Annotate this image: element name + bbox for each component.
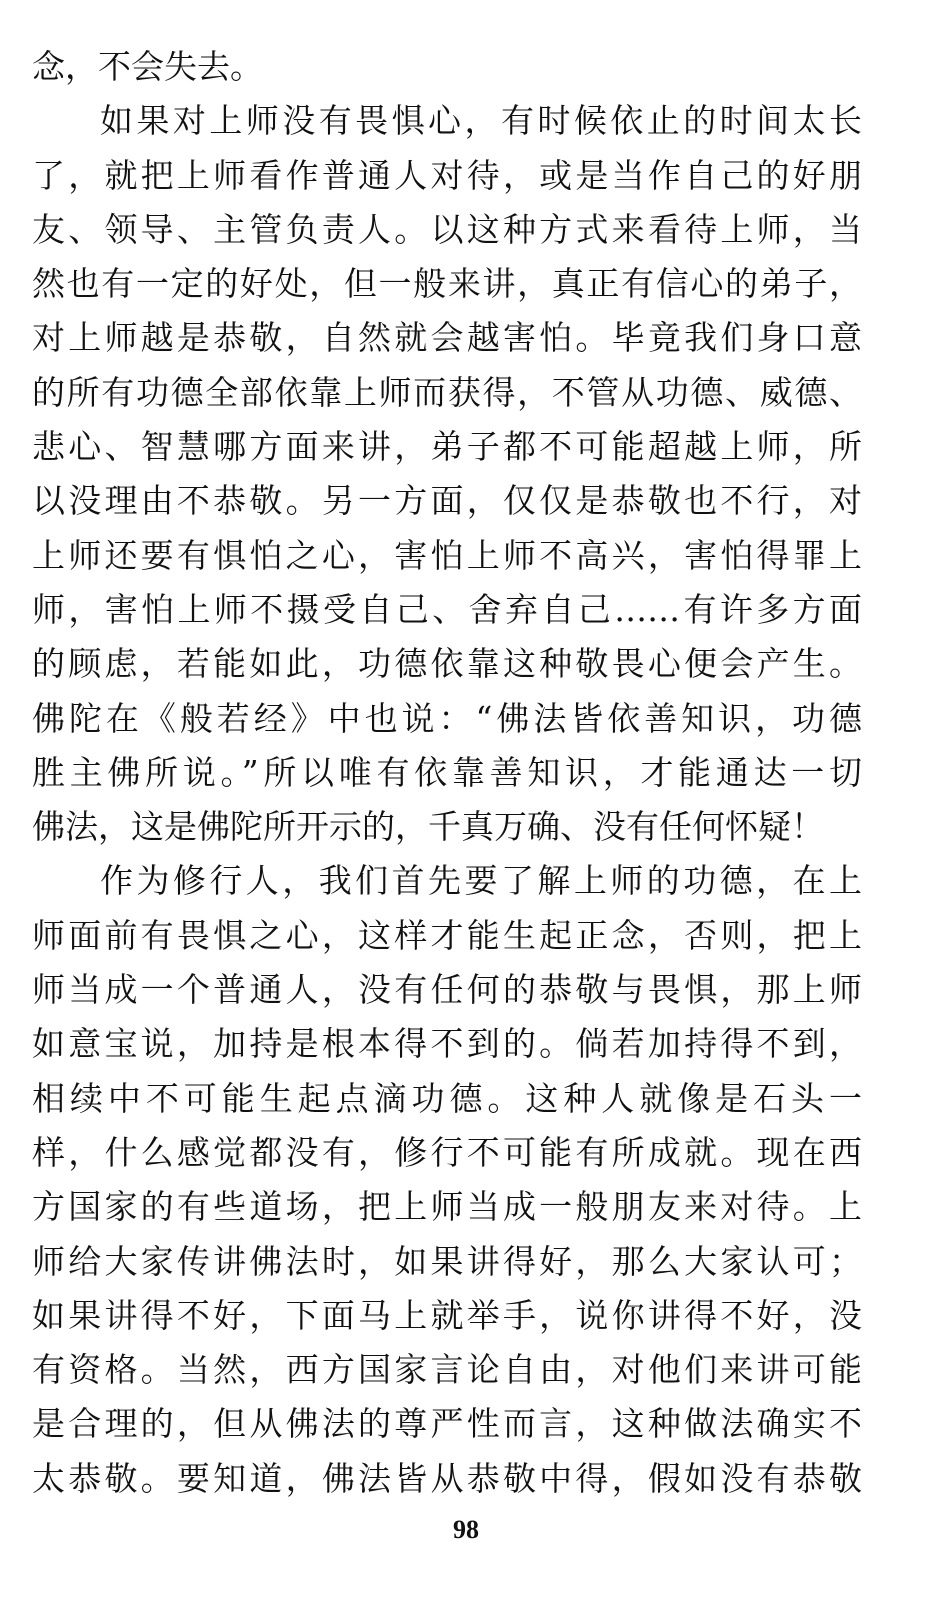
paragraph-start-line: 如果对上师没有畏惧心，有时候依止的时间太长 [100,101,862,141]
text-line: 上师还要有惧怕之心，害怕上师不高兴，害怕得罪上 [32,535,862,575]
page-number: 98 [453,1515,479,1544]
body-text [32,40,862,1506]
text-line: 如意宝说，加持是根本得不到的。倘若加持得不到， [32,1024,862,1064]
text-line: 了，就把上师看作普通人对待，或是当作自己的好朋 [32,155,862,195]
text-line: 佛陀在《般若经》中也说：“佛法皆依善知识，功德 [32,698,862,738]
text-line: 是合理的，但从佛法的尊严性而言，这种做法确实不 [32,1404,862,1444]
text-line: 太恭敬。要知道，佛法皆从恭敬中得，假如没有恭敬 [32,1458,862,1498]
text-line: 对上师越是恭敬，自然就会越害怕。毕竟我们身口意 [32,318,862,358]
text-line: 然也有一定的好处，但一般来讲，真正有信心的弟子， [32,264,862,304]
text-line: 师面前有畏惧之心，这样才能生起正念，否则，把上 [32,915,862,955]
text-line: 胜主佛所说。”所以唯有依靠善知识，才能通达一切 [32,752,862,792]
text-line: 念，不会失去。 [32,47,263,86]
text-line: 方国家的有些道场，把上师当成一般朋友来对待。上 [32,1187,862,1227]
paragraph-start-line: 作为修行人，我们首先要了解上师的功德，在上 [100,861,862,901]
text-line: 的顾虑，若能如此，功德依靠这种敬畏心便会产生。 [32,644,862,684]
text-line: 样，什么感觉都没有，修行不可能有所成就。现在西 [32,1132,862,1172]
text-line: 师，害怕上师不摄受自己、舍弃自己……有许多方面 [32,589,862,629]
text-line: 如果讲得不好，下面马上就举手，说你讲得不好，没 [32,1295,862,1335]
text-line: 的所有功德全部依靠上师而获得，不管从功德、威德、 [32,372,862,412]
text-line: 友、领导、主管负责人。以这种方式来看待上师，当 [32,209,862,249]
text-line: 佛法，这是佛陀所开示的，千真万确、没有任何怀疑！ [32,807,824,847]
text-line: 悲心、智慧哪方面来讲，弟子都不可能超越上师，所 [32,427,862,467]
text-line: 相续中不可能生起点滴功德。这种人就像是石头一 [32,1078,862,1118]
text-line: 师当成一个普通人，没有任何的恭敬与畏惧，那上师 [32,970,862,1010]
text-line: 有资格。当然，西方国家言论自由，对他们来讲可能 [32,1350,862,1390]
text-line: 师给大家传讲佛法时，如果讲得好，那么大家认可； [32,1241,862,1281]
text-line: 以没理由不恭敬。另一方面，仅仅是恭敬也不行，对 [32,481,862,521]
